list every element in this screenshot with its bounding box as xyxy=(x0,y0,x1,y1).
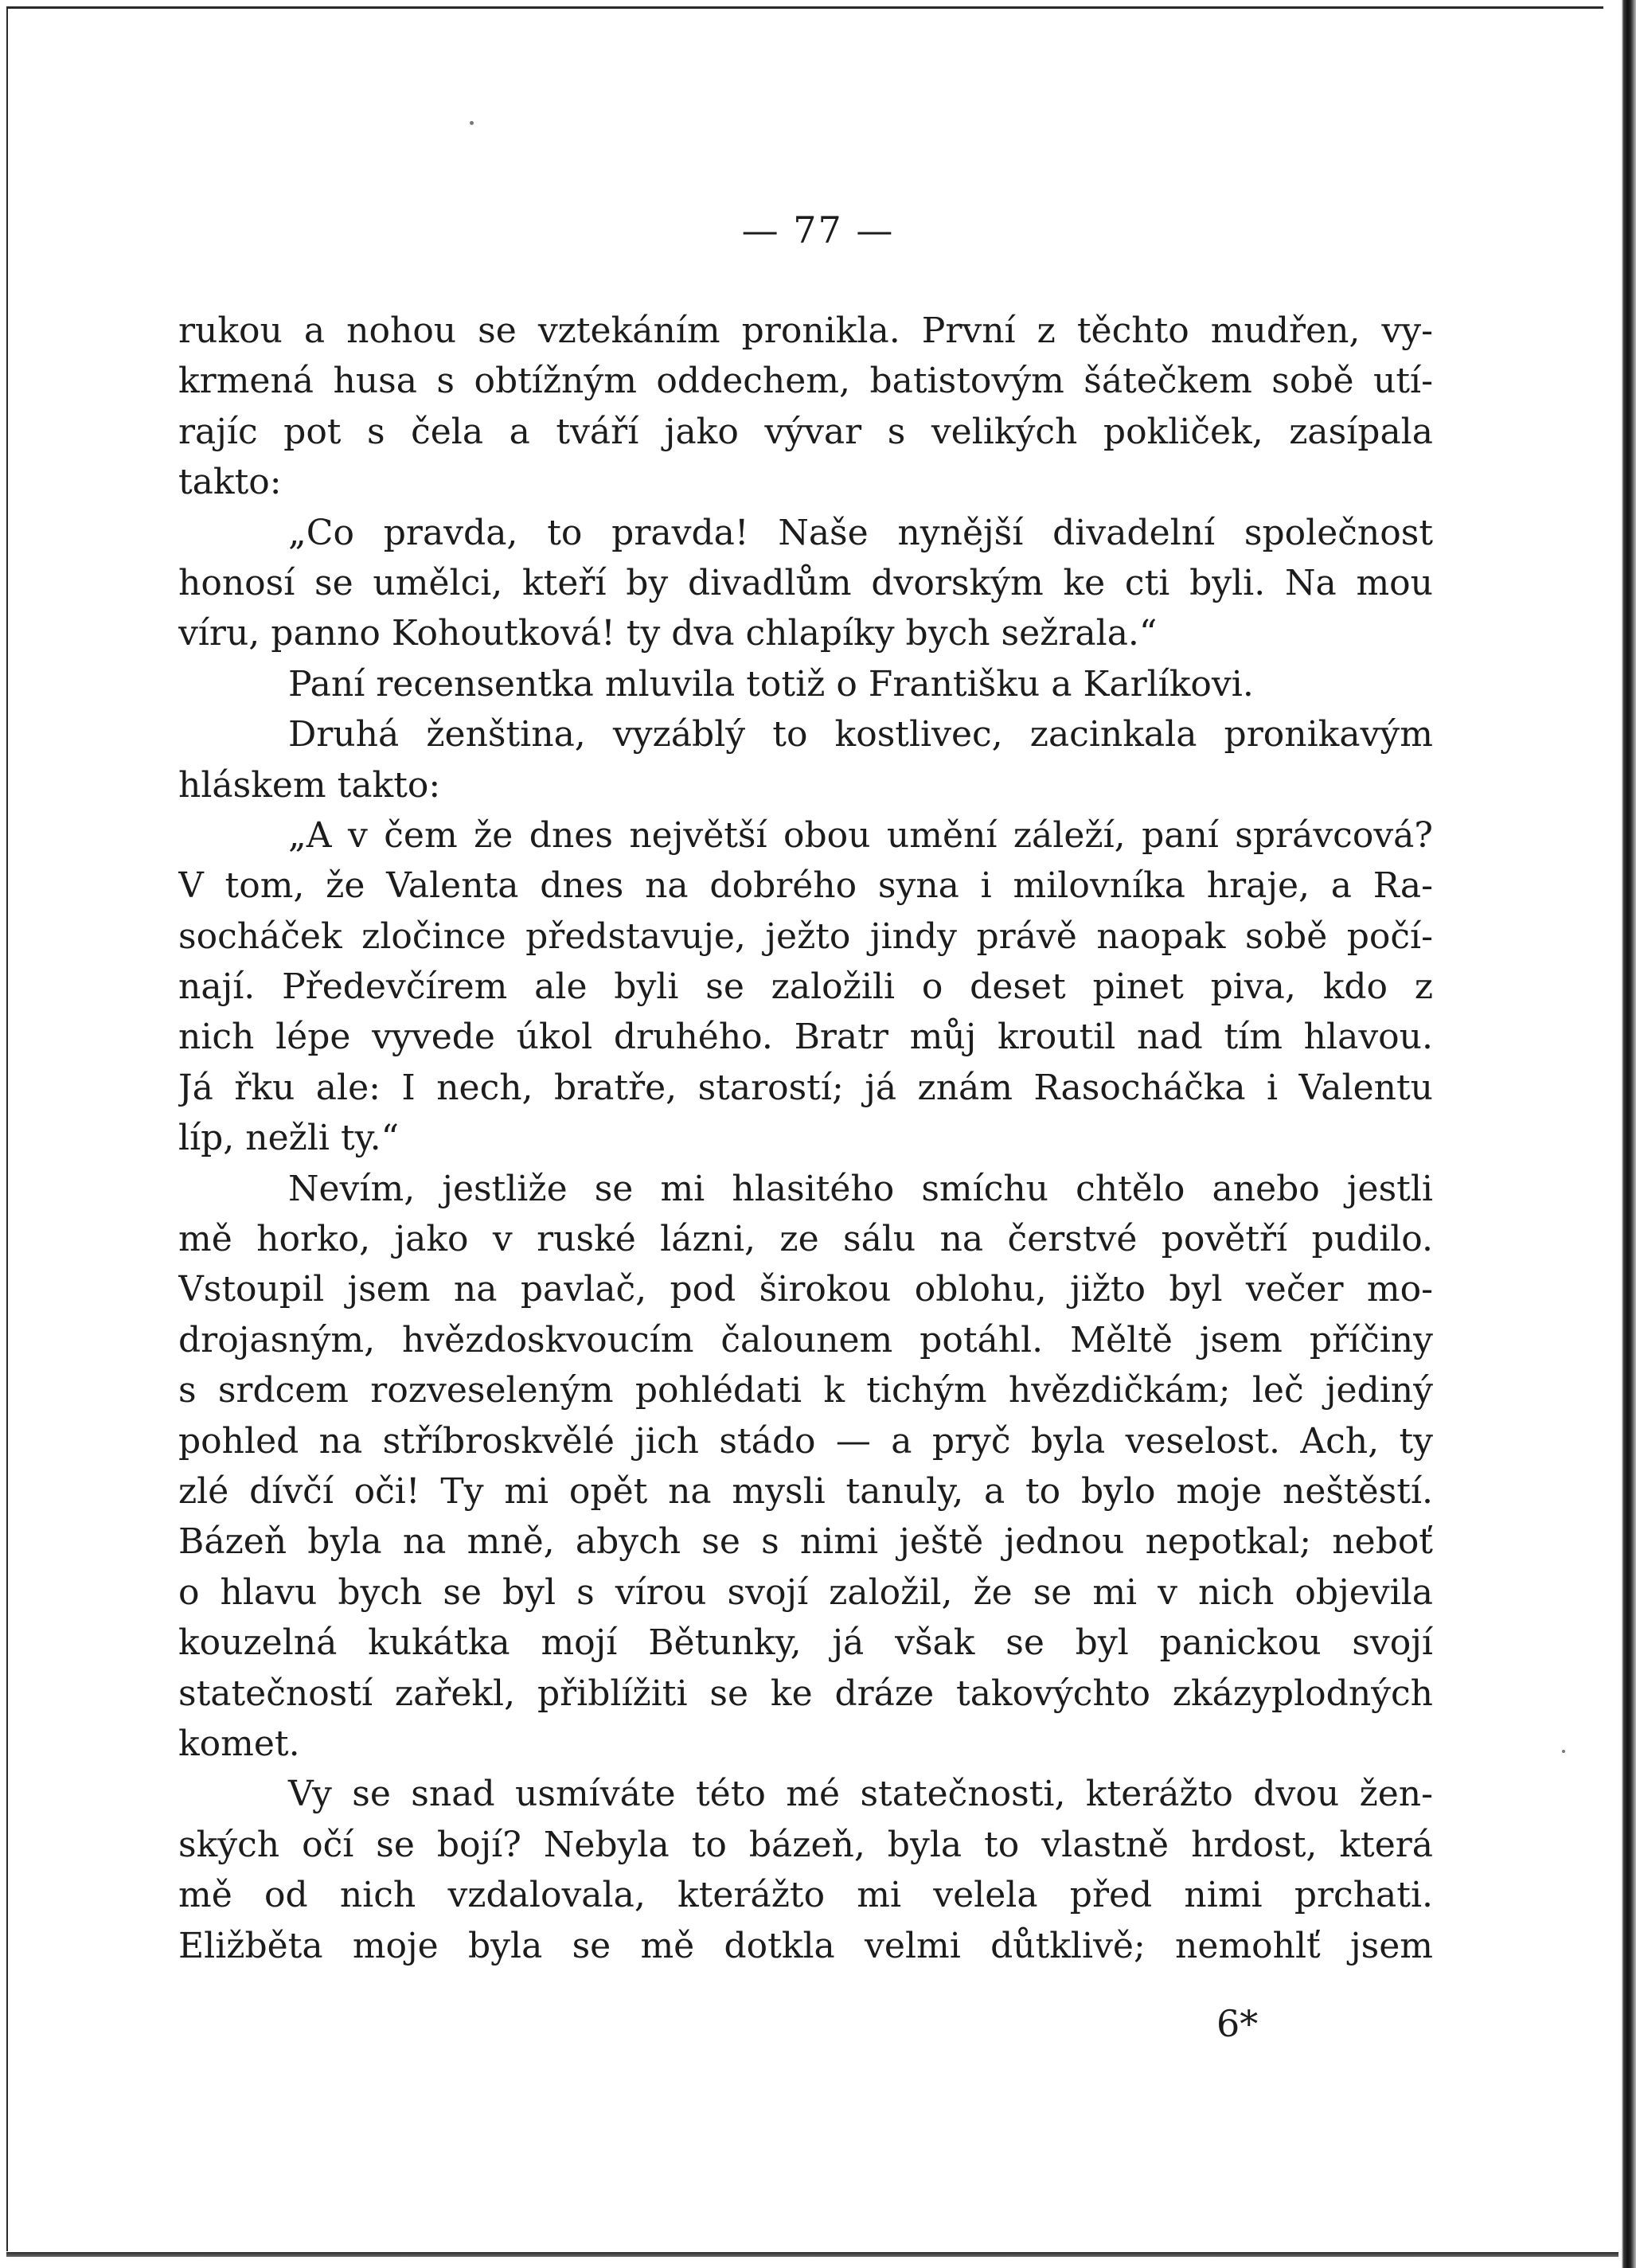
page-number: — 77 — xyxy=(741,209,895,252)
text-line: nich lépe vyvede úkol druhého. Bratr můj kroutil nad tím hlavou. xyxy=(178,1017,1433,1058)
text-line: Nevím, jestliže se mi hlasitého smíchu chtělo anebo jestli xyxy=(288,1168,1433,1209)
text-line: pohled na stříbroskvělé jich stádo — a pryč byla veselost. Ach, ty xyxy=(178,1420,1433,1462)
body-text xyxy=(178,306,1433,1971)
text-line: nají. Předevčírem ale byli se založili o deset pinet piva, kdo z xyxy=(178,966,1433,1008)
text-line: Eližběta moje byla se mě dotkla velmi důtklivě; nemohlť jsem xyxy=(178,1925,1433,1966)
text-line: rukou a nohou se vztekáním pronikla. První z těchto mudřen, vy- xyxy=(178,310,1433,351)
text-line: s srdcem rozveseleným pohlédati k tichým hvězdičkám; leč jediný xyxy=(178,1370,1433,1411)
text-line: socháček zločince představuje, ježto jindy právě naopak sobě počí- xyxy=(178,915,1433,957)
text-line: krmená husa s obtížným oddechem, batistovým šátečkem sobě utí- xyxy=(178,361,1433,402)
scan-speck xyxy=(1562,1750,1565,1753)
text-line: zlé dívčí oči! Ty mi opět na mysli tanuly, a to bylo moje neštěstí. xyxy=(178,1470,1433,1512)
text-line: statečností zařekl, přiblížiti se ke dráze takovýchto zkázyplodných xyxy=(178,1673,1433,1714)
text-line: hláskem takto: xyxy=(178,764,441,806)
text-line: V tom, že Valenta dnes na dobrého syna i milovníka hraje, a Ra- xyxy=(178,865,1433,907)
text-line: mě horko, jako v ruské lázni, ze sálu na čerstvé povětří pudilo. xyxy=(178,1219,1433,1260)
text-line: Bázeň byla na mně, abych se s nimi ještě jednou nepotkal; neboť xyxy=(178,1521,1433,1563)
text-line: takto: xyxy=(178,462,282,503)
text-line: „Co pravda, to pravda! Naše nynější divadelní společnost xyxy=(288,512,1433,553)
text-line: Já řku ale: I nech, bratře, starostí; já znám Rasocháčka i Valentu xyxy=(178,1067,1433,1108)
text-line: Paní recensentka mluvila totiž o Františku a Karlíkovi. xyxy=(288,663,1254,705)
text-line: drojasným, hvězdoskvoucím čalounem potáhl. Měltě jsem příčiny xyxy=(178,1319,1433,1360)
text-line: kouzelná kukátka mojí Bětunky, já však se byl panickou svojí xyxy=(178,1622,1433,1664)
text-line: „A v čem že dnes největší obou umění záleží, paní správcová? xyxy=(288,814,1433,856)
page-bottom-edge xyxy=(6,2252,1618,2257)
text-line: honosí se umělci, kteří by divadlům dvorským ke cti byli. Na mou xyxy=(178,562,1433,603)
text-line: Vy se snad usmíváte této mé statečnosti, kterážto dvou žen- xyxy=(288,1774,1433,1815)
text-line: mě od nich vzdalovala, kterážto mi velela před nimi prchati. xyxy=(178,1875,1433,1916)
text-line: líp, nežli ty.“ xyxy=(178,1118,400,1159)
text-line: víru, panno Kohoutková! ty dva chlapíky bych sežrala.“ xyxy=(178,613,1158,654)
text-line: Vstoupil jsem na pavlač, pod širokou oblohu, jižto byl večer mo- xyxy=(178,1269,1433,1310)
printer-signature-mark: 6* xyxy=(1216,2002,1259,2045)
scan-speck xyxy=(470,121,474,125)
text-line: ských očí se bojí? Nebyla to bázeň, byla to vlastně hrdost, která xyxy=(178,1824,1433,1865)
text-line: rajíc pot s čela a tváří jako vývar s velikých pokliček, zasípala xyxy=(178,411,1433,452)
text-line: komet. xyxy=(178,1723,300,1764)
page-edge-shadow xyxy=(1615,0,1636,2268)
text-line: o hlavu bych se byl s vírou svojí založil, že se mi v nich objevila xyxy=(178,1571,1433,1613)
text-line: Druhá ženština, vyzáblý to kostlivec, zacinkala pronikavým xyxy=(288,714,1433,755)
